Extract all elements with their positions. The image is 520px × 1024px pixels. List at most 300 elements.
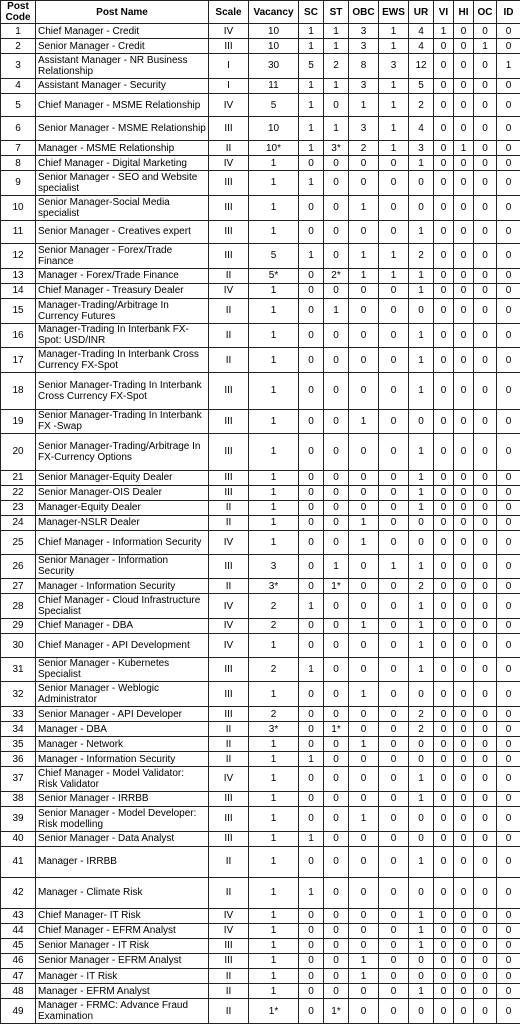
table-cell: 3 xyxy=(1,54,36,79)
table-cell: 26 xyxy=(1,554,36,579)
table-cell: 0 xyxy=(474,409,497,434)
table-cell: II xyxy=(209,579,249,594)
table-cell: 5 xyxy=(249,244,299,269)
table-cell: 35 xyxy=(1,737,36,752)
table-cell: 0 xyxy=(497,373,520,410)
table-cell: 0 xyxy=(474,348,497,373)
table-cell: 0 xyxy=(324,156,349,171)
table-cell: 0 xyxy=(474,969,497,984)
table-row xyxy=(1,470,520,485)
table-cell: II xyxy=(209,722,249,737)
table-cell: Senior Manager - Data Analyst xyxy=(36,831,209,846)
table-cell: 1 xyxy=(379,244,409,269)
table-cell: 0 xyxy=(454,24,474,39)
table-cell: 0 xyxy=(299,707,324,722)
table-cell: III xyxy=(209,831,249,846)
table-cell: 37 xyxy=(1,767,36,792)
table-cell: 0 xyxy=(454,633,474,657)
table-cell: 1 xyxy=(409,156,434,171)
table-cell: 0 xyxy=(299,156,324,171)
table-cell: 1 xyxy=(249,409,299,434)
table-cell: Senior Manager-Trading In Interbank FX -Swap xyxy=(36,409,209,434)
table-cell: 0 xyxy=(324,984,349,999)
table-cell: 0 xyxy=(379,877,409,908)
table-cell: IV xyxy=(209,767,249,792)
table-cell: 48 xyxy=(1,984,36,999)
table-row xyxy=(1,938,520,953)
table-cell: 0 xyxy=(299,530,324,554)
table-cell: 0 xyxy=(434,485,454,500)
table-cell: 0 xyxy=(349,846,379,877)
table-cell: III xyxy=(209,171,249,196)
table-row xyxy=(1,283,520,298)
table-row xyxy=(1,999,520,1024)
table-cell: 0 xyxy=(434,470,454,485)
table-cell: 1 xyxy=(324,24,349,39)
table-cell: 1 xyxy=(409,485,434,500)
table-cell: 9 xyxy=(1,171,36,196)
table-cell: 0 xyxy=(299,554,324,579)
table-cell: 0 xyxy=(324,470,349,485)
table-cell: 0 xyxy=(324,373,349,410)
table-row xyxy=(1,141,520,156)
table-cell: IV xyxy=(209,923,249,938)
table-cell: 0 xyxy=(324,618,349,633)
table-row xyxy=(1,969,520,984)
table-cell: 1 xyxy=(299,831,324,846)
table-cell: 2 xyxy=(349,141,379,156)
table-cell: 0 xyxy=(497,298,520,323)
table-cell: 21 xyxy=(1,470,36,485)
table-cell: 0 xyxy=(324,171,349,196)
table-cell: 3 xyxy=(349,117,379,141)
table-cell: 5 xyxy=(249,93,299,117)
table-cell: 0 xyxy=(497,141,520,156)
table-cell: 1 xyxy=(409,846,434,877)
table-cell: 0 xyxy=(299,470,324,485)
table-cell: Chief Manager - API Development xyxy=(36,633,209,657)
table-cell: 22 xyxy=(1,485,36,500)
table-row xyxy=(1,54,520,79)
table-cell: 1 xyxy=(249,348,299,373)
table-cell: 1 xyxy=(249,984,299,999)
table-cell: 19 xyxy=(1,409,36,434)
table-cell: 0 xyxy=(409,752,434,767)
table-cell: 1 xyxy=(349,806,379,831)
table-cell: 0 xyxy=(299,298,324,323)
table-cell: II xyxy=(209,846,249,877)
table-cell: III xyxy=(209,938,249,953)
table-cell: 0 xyxy=(497,500,520,515)
table-cell: 0 xyxy=(454,953,474,968)
table-cell: 1 xyxy=(249,877,299,908)
table-cell: 1 xyxy=(497,54,520,79)
table-cell: 1 xyxy=(299,141,324,156)
table-cell: 1 xyxy=(409,594,434,619)
table-cell: 6 xyxy=(1,117,36,141)
table-cell: Manager - Information Security xyxy=(36,752,209,767)
table-cell: 0 xyxy=(434,54,454,79)
table-cell: 0 xyxy=(299,579,324,594)
table-cell: 0 xyxy=(497,268,520,283)
table-cell: 2 xyxy=(409,722,434,737)
table-cell: Senior Manager - IRRBB xyxy=(36,791,209,806)
table-cell: 0 xyxy=(497,633,520,657)
table-cell: 0 xyxy=(497,908,520,923)
table-cell: 0 xyxy=(434,594,454,619)
table-cell: 0 xyxy=(497,171,520,196)
table-cell: 4 xyxy=(409,39,434,54)
table-cell: 0 xyxy=(454,831,474,846)
table-cell: 40 xyxy=(1,831,36,846)
table-cell: 0 xyxy=(409,409,434,434)
table-cell: 0 xyxy=(474,54,497,79)
table-cell: 0 xyxy=(349,554,379,579)
table-cell: 0 xyxy=(324,434,349,471)
table-cell: 0 xyxy=(324,791,349,806)
table-cell: Senior Manager - Information Security xyxy=(36,554,209,579)
table-row xyxy=(1,409,520,434)
table-cell: II xyxy=(209,999,249,1024)
table-cell: 0 xyxy=(434,908,454,923)
table-cell: 0 xyxy=(324,594,349,619)
table-cell: 0 xyxy=(379,434,409,471)
table-cell: II xyxy=(209,969,249,984)
table-cell: 0 xyxy=(379,195,409,220)
table-cell: 0 xyxy=(434,923,454,938)
table-cell: Chief Manager - Credit xyxy=(36,24,209,39)
table-cell: 0 xyxy=(379,999,409,1024)
table-cell: 36 xyxy=(1,752,36,767)
table-cell: 1 xyxy=(249,846,299,877)
table-cell: 1 xyxy=(299,657,324,682)
table-cell: 5 xyxy=(409,78,434,93)
table-cell: 0 xyxy=(299,791,324,806)
table-row xyxy=(1,579,520,594)
table-cell: 1 xyxy=(324,554,349,579)
table-cell: 0 xyxy=(454,767,474,792)
table-cell: 0 xyxy=(454,283,474,298)
table-cell: 0 xyxy=(454,984,474,999)
table-row xyxy=(1,953,520,968)
table-cell: 0 xyxy=(434,268,454,283)
table-row xyxy=(1,323,520,348)
table-cell: III xyxy=(209,409,249,434)
table-cell: 0 xyxy=(324,244,349,269)
table-cell: 0 xyxy=(497,220,520,244)
table-cell: 0 xyxy=(434,737,454,752)
table-cell: 1 xyxy=(379,39,409,54)
table-cell: III xyxy=(209,244,249,269)
table-row xyxy=(1,594,520,619)
table-cell: 0 xyxy=(454,39,474,54)
table-cell: 1 xyxy=(409,767,434,792)
table-cell: 0 xyxy=(434,39,454,54)
table-cell: 1 xyxy=(249,323,299,348)
table-cell: IV xyxy=(209,283,249,298)
table-cell: 0 xyxy=(349,752,379,767)
table-cell: 1* xyxy=(249,999,299,1024)
table-cell: 4 xyxy=(409,117,434,141)
table-cell: 0 xyxy=(379,722,409,737)
table-cell: 2 xyxy=(409,579,434,594)
table-cell: 0 xyxy=(434,298,454,323)
table-cell: 0 xyxy=(434,806,454,831)
table-cell: 0 xyxy=(299,323,324,348)
table-cell: Assistant Manager - Security xyxy=(36,78,209,93)
table-cell: 0 xyxy=(299,500,324,515)
table-cell: 1 xyxy=(349,530,379,554)
table-cell: Senior Manager - Model Developer: Risk modelling xyxy=(36,806,209,831)
table-cell: 1 xyxy=(409,470,434,485)
table-cell: 0 xyxy=(379,806,409,831)
table-cell: II xyxy=(209,984,249,999)
table-cell: 2 xyxy=(1,39,36,54)
table-cell: 0 xyxy=(324,923,349,938)
table-cell: 1 xyxy=(434,24,454,39)
table-cell: 1 xyxy=(409,633,434,657)
table-cell: 47 xyxy=(1,969,36,984)
table-cell: 10 xyxy=(249,24,299,39)
table-cell: 0 xyxy=(497,579,520,594)
table-cell: 0 xyxy=(434,515,454,530)
table-row xyxy=(1,268,520,283)
table-cell: 0 xyxy=(349,156,379,171)
table-cell: 0 xyxy=(454,938,474,953)
table-cell: IV xyxy=(209,156,249,171)
table-cell: III xyxy=(209,39,249,54)
table-cell: 1 xyxy=(349,93,379,117)
table-cell: 0 xyxy=(324,409,349,434)
table-cell: 1 xyxy=(409,657,434,682)
table-cell: 1 xyxy=(349,409,379,434)
table-cell: 1 xyxy=(299,93,324,117)
table-row xyxy=(1,682,520,707)
table-cell: 0 xyxy=(324,707,349,722)
table-cell: 0 xyxy=(349,485,379,500)
table-cell: 0 xyxy=(497,999,520,1024)
table-row xyxy=(1,78,520,93)
table-cell: 1 xyxy=(299,39,324,54)
table-cell: 0 xyxy=(379,791,409,806)
table-cell: 0 xyxy=(379,752,409,767)
table-cell: 0 xyxy=(409,953,434,968)
table-cell: III xyxy=(209,220,249,244)
table-cell: 0 xyxy=(349,434,379,471)
table-row xyxy=(1,722,520,737)
table-cell: 0 xyxy=(299,434,324,471)
table-cell: 0 xyxy=(454,434,474,471)
table-cell: 0 xyxy=(299,409,324,434)
table-cell: Manager-Equity Dealer xyxy=(36,500,209,515)
table-cell: 0 xyxy=(299,682,324,707)
table-cell: 0 xyxy=(299,633,324,657)
table-row xyxy=(1,244,520,269)
table-cell: 0 xyxy=(474,806,497,831)
table-body xyxy=(1,24,520,1024)
table-cell: 0 xyxy=(454,846,474,877)
table-cell: Manager-Trading/Arbitrage In Currency Futures xyxy=(36,298,209,323)
table-cell: 1 xyxy=(249,220,299,244)
table-cell: 0 xyxy=(379,923,409,938)
table-cell: 0 xyxy=(379,682,409,707)
table-cell: 1 xyxy=(409,908,434,923)
table-row xyxy=(1,707,520,722)
table-cell: 1 xyxy=(249,908,299,923)
table-cell: 15 xyxy=(1,298,36,323)
table-cell: 3 xyxy=(249,554,299,579)
table-cell: 1 xyxy=(249,953,299,968)
table-cell: Chief Manager - Digital Marketing xyxy=(36,156,209,171)
table-cell: 0 xyxy=(409,969,434,984)
table-cell: 0 xyxy=(474,24,497,39)
table-cell: 3 xyxy=(379,54,409,79)
table-cell: 0 xyxy=(497,969,520,984)
table-cell: 0 xyxy=(497,767,520,792)
table-cell: 0 xyxy=(474,657,497,682)
table-cell: 0 xyxy=(454,220,474,244)
table-cell: 46 xyxy=(1,953,36,968)
table-cell: 1 xyxy=(249,283,299,298)
table-cell: 0 xyxy=(454,707,474,722)
table-cell: 18 xyxy=(1,373,36,410)
table-cell: 13 xyxy=(1,268,36,283)
table-cell: 0 xyxy=(299,984,324,999)
table-row xyxy=(1,633,520,657)
table-cell: 0 xyxy=(349,707,379,722)
table-cell: 2 xyxy=(324,54,349,79)
table-cell: 0 xyxy=(379,373,409,410)
table-cell: 0 xyxy=(324,737,349,752)
table-cell: IV xyxy=(209,908,249,923)
table-cell: 0 xyxy=(379,846,409,877)
table-cell: 0 xyxy=(497,283,520,298)
table-cell: 1 xyxy=(249,806,299,831)
table-cell: 1 xyxy=(409,348,434,373)
table-cell: 1 xyxy=(249,434,299,471)
table-cell: 3* xyxy=(249,579,299,594)
table-cell: 0 xyxy=(434,984,454,999)
table-row xyxy=(1,39,520,54)
table-cell: 11 xyxy=(1,220,36,244)
table-cell: 0 xyxy=(349,171,379,196)
table-cell: 0 xyxy=(349,657,379,682)
table-cell: 1 xyxy=(349,515,379,530)
table-cell: 0 xyxy=(324,348,349,373)
table-cell: 0 xyxy=(324,767,349,792)
table-cell: 29 xyxy=(1,618,36,633)
table-cell: 2 xyxy=(249,657,299,682)
table-cell: 0 xyxy=(474,195,497,220)
table-cell: 0 xyxy=(474,594,497,619)
table-cell: 0 xyxy=(409,806,434,831)
table-cell: 0 xyxy=(454,877,474,908)
table-cell: Manager-Trading In Interbank Cross Currency FX-Spot xyxy=(36,348,209,373)
table-cell: 0 xyxy=(434,791,454,806)
table-cell: 0 xyxy=(474,999,497,1024)
table-cell: III xyxy=(209,373,249,410)
table-cell: 0 xyxy=(454,752,474,767)
table-cell: 0 xyxy=(349,722,379,737)
table-cell: 30 xyxy=(249,54,299,79)
table-cell: 1 xyxy=(299,24,324,39)
table-cell: 7 xyxy=(1,141,36,156)
table-cell: 0 xyxy=(497,877,520,908)
table-cell: 49 xyxy=(1,999,36,1024)
table-cell: 0 xyxy=(497,24,520,39)
column-header: ID xyxy=(497,1,520,24)
table-cell: 1 xyxy=(409,373,434,410)
table-cell: III xyxy=(209,195,249,220)
table-cell: 0 xyxy=(497,117,520,141)
column-header: Post Code xyxy=(1,1,36,24)
table-header xyxy=(1,1,520,24)
table-cell: 0 xyxy=(434,657,454,682)
table-cell: 0 xyxy=(299,220,324,244)
table-row xyxy=(1,117,520,141)
table-cell: 0 xyxy=(454,298,474,323)
table-cell: 1 xyxy=(349,268,379,283)
table-cell: 30 xyxy=(1,633,36,657)
table-cell: 0 xyxy=(324,969,349,984)
table-cell: 0 xyxy=(497,846,520,877)
table-cell: 1 xyxy=(299,752,324,767)
table-cell: Senior Manager - Creatives expert xyxy=(36,220,209,244)
table-cell: Manager - Information Security xyxy=(36,579,209,594)
table-cell: 0 xyxy=(379,283,409,298)
table-cell: 0 xyxy=(454,579,474,594)
table-cell: 0 xyxy=(454,682,474,707)
table-cell: 0 xyxy=(349,579,379,594)
table-cell: 1 xyxy=(249,373,299,410)
table-row xyxy=(1,791,520,806)
table-cell: II xyxy=(209,298,249,323)
table-cell: 1 xyxy=(454,141,474,156)
table-cell: Senior Manager-OIS Dealer xyxy=(36,485,209,500)
table-cell: 0 xyxy=(434,633,454,657)
table-cell: 0 xyxy=(454,594,474,619)
table-cell: 14 xyxy=(1,283,36,298)
table-cell: 0 xyxy=(434,877,454,908)
table-cell: 0 xyxy=(379,579,409,594)
table-cell: 0 xyxy=(454,500,474,515)
table-cell: 0 xyxy=(454,156,474,171)
table-cell: 0 xyxy=(409,530,434,554)
table-cell: 2 xyxy=(249,707,299,722)
table-cell: 3 xyxy=(409,141,434,156)
table-cell: 0 xyxy=(454,737,474,752)
table-cell: II xyxy=(209,877,249,908)
table-cell: 0 xyxy=(474,470,497,485)
table-row xyxy=(1,171,520,196)
table-cell: 17 xyxy=(1,348,36,373)
table-cell: 0 xyxy=(474,220,497,244)
table-cell: 10 xyxy=(249,39,299,54)
table-cell: 1 xyxy=(249,923,299,938)
table-cell: 28 xyxy=(1,594,36,619)
table-cell: 1 xyxy=(249,737,299,752)
table-cell: 1 xyxy=(409,791,434,806)
table-cell: 0 xyxy=(497,938,520,953)
table-cell: 0 xyxy=(324,657,349,682)
column-header: VI xyxy=(434,1,454,24)
table-cell: 25 xyxy=(1,530,36,554)
table-cell: 0 xyxy=(497,434,520,471)
table-cell: 3 xyxy=(349,78,379,93)
table-cell: 0 xyxy=(299,268,324,283)
table-cell: 31 xyxy=(1,657,36,682)
table-cell: 0 xyxy=(474,434,497,471)
